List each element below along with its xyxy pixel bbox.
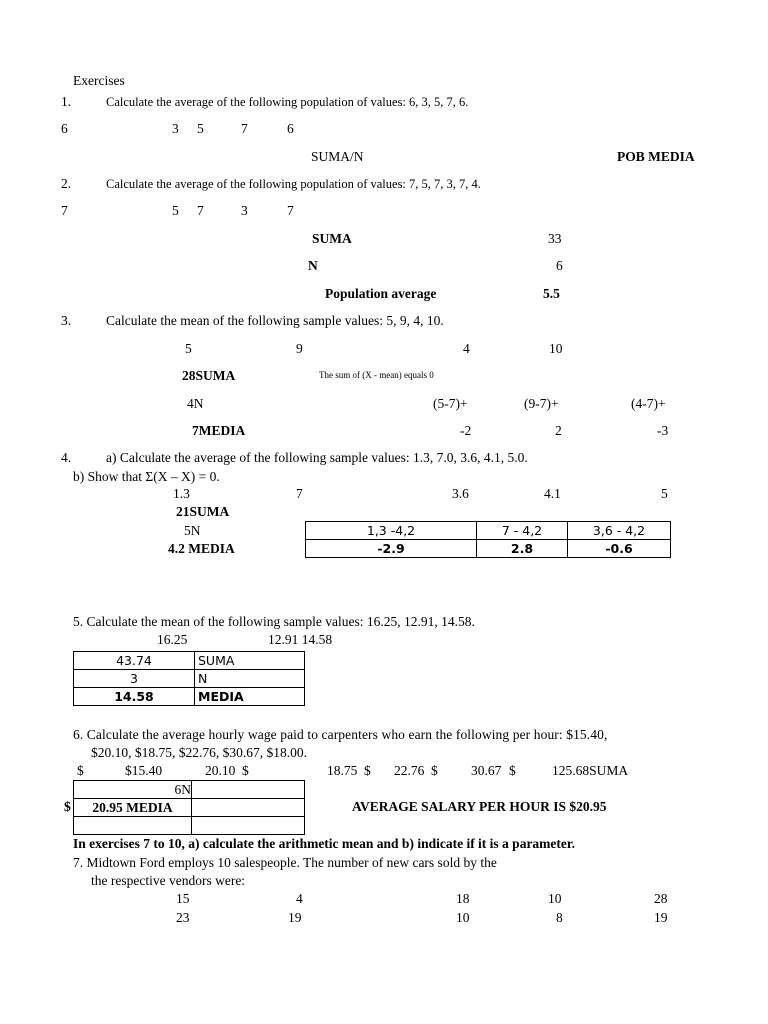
ex6-value: 22.76 bbox=[394, 763, 425, 778]
ex3-text: Calculate the mean of the following sample values: 5, 9, 4, 10. bbox=[106, 313, 444, 328]
ex6-value: 125.68SUMA bbox=[552, 763, 629, 778]
ex4-value: 7 bbox=[296, 486, 303, 501]
ex1-result-label: POB MEDIA bbox=[617, 149, 695, 164]
table-cell bbox=[192, 817, 305, 835]
table-cell: N bbox=[195, 670, 305, 688]
ex1-value: 7 bbox=[241, 121, 248, 136]
ex1-value: 6 bbox=[287, 121, 294, 136]
table-cell: 2.8 bbox=[477, 540, 568, 558]
ex7-value: 19 bbox=[654, 910, 668, 925]
ex4-value: 4.1 bbox=[544, 486, 561, 501]
table-cell: MEDIA bbox=[195, 688, 305, 706]
ex2-n-label: N bbox=[308, 258, 318, 273]
table-row bbox=[74, 652, 305, 670]
ex6-text-line2: $20.10, $18.75, $22.76, $30.67, $18.00. bbox=[91, 745, 307, 760]
ex3-value: 5 bbox=[185, 341, 192, 356]
ex6-dollar: $ bbox=[431, 763, 438, 778]
ex7-value: 18 bbox=[456, 891, 470, 906]
ex4-n: 5N bbox=[184, 523, 201, 538]
ex7-value: 10 bbox=[548, 891, 562, 906]
table-cell: 1,3 -4,2 bbox=[306, 522, 477, 540]
ex6-dollar: $ bbox=[364, 763, 371, 778]
ex1-text: Calculate the average of the following population of values: 6, 3, 5, 7, 6. bbox=[106, 95, 469, 109]
table-row bbox=[306, 522, 671, 540]
ex6-value: 18.75 bbox=[327, 763, 358, 778]
ex5-values: 12.91 14.58 bbox=[268, 632, 333, 647]
ex2-suma-value: 33 bbox=[548, 231, 562, 246]
ex7-value: 28 bbox=[654, 891, 668, 906]
ex4-deviation-table bbox=[305, 521, 671, 558]
ex2-value: 7 bbox=[61, 203, 68, 218]
ex7-10-intro: In exercises 7 to 10, a) calculate the arithmetic mean and b) indicate if it is a parameter. bbox=[73, 836, 576, 851]
table-row bbox=[306, 540, 671, 558]
ex3-n: 4N bbox=[187, 396, 204, 411]
ex2-value: 7 bbox=[287, 203, 294, 218]
table-cell: -2.9 bbox=[306, 540, 477, 558]
table-cell: 20.95 MEDIA bbox=[74, 799, 192, 817]
ex5-values: 16.25 bbox=[157, 632, 188, 647]
ex3-note: The sum of (X - mean) equals 0 bbox=[319, 370, 434, 380]
table-cell: 7 - 4,2 bbox=[477, 522, 568, 540]
ex4-media: 4.2 MEDIA bbox=[168, 541, 235, 556]
ex6-value: 30.67 bbox=[471, 763, 502, 778]
ex2-text: Calculate the average of the following population of values: 7, 5, 7, 3, 7, 4. bbox=[106, 177, 481, 191]
ex6-dollar: $ bbox=[77, 763, 84, 778]
heading: Exercises bbox=[73, 73, 125, 88]
ex1-value: 3 bbox=[172, 121, 179, 136]
ex6-table bbox=[73, 780, 305, 835]
ex3-media: 7MEDIA bbox=[192, 423, 246, 438]
table-row bbox=[74, 817, 305, 835]
table-row bbox=[74, 670, 305, 688]
ex3-suma: 28SUMA bbox=[182, 368, 236, 383]
table-row bbox=[74, 688, 305, 706]
ex3-value: 9 bbox=[296, 341, 303, 356]
ex7-value: 8 bbox=[556, 910, 563, 925]
ex5-text: 5. Calculate the mean of the following sample values: 16.25, 12.91, 14.58. bbox=[73, 614, 475, 629]
ex7-text-line1: 7. Midtown Ford employs 10 salespeople. The number of new cars sold by the bbox=[73, 855, 497, 870]
ex3-diff: (5-7)+ bbox=[433, 396, 468, 411]
table-row bbox=[74, 799, 305, 817]
ex2-avg-value: 5.5 bbox=[543, 286, 560, 301]
ex4-number: 4. bbox=[61, 450, 72, 465]
ex1-value: 5 bbox=[197, 121, 204, 136]
ex1-formula: SUMA/N bbox=[311, 149, 364, 164]
table-cell: 43.74 bbox=[74, 652, 195, 670]
ex3-diff: (9-7)+ bbox=[524, 396, 559, 411]
ex4-value: 5 bbox=[661, 486, 668, 501]
table-cell bbox=[192, 799, 305, 817]
ex2-number: 2. bbox=[61, 176, 72, 191]
ex6-conclusion: AVERAGE SALARY PER HOUR IS $20.95 bbox=[352, 799, 607, 814]
table-row bbox=[74, 781, 305, 799]
ex4-suma: 21SUMA bbox=[176, 504, 230, 519]
ex4-text-b: b) Show that Σ(X – X) = 0. bbox=[73, 469, 220, 484]
ex7-value: 23 bbox=[176, 910, 190, 925]
table-cell: 14.58 bbox=[74, 688, 195, 706]
ex2-value: 7 bbox=[197, 203, 204, 218]
ex6-text-line1: 6. Calculate the average hourly wage paid to carpenters who earn the following per hour: $15.40, bbox=[73, 727, 608, 742]
ex2-suma-label: SUMA bbox=[312, 231, 352, 246]
table-cell bbox=[74, 817, 192, 835]
ex7-value: 19 bbox=[288, 910, 302, 925]
table-cell: -0.6 bbox=[568, 540, 671, 558]
ex3-number: 3. bbox=[61, 313, 72, 328]
ex5-table bbox=[73, 651, 305, 706]
ex3-diff-result: 2 bbox=[555, 423, 562, 438]
ex7-value: 15 bbox=[176, 891, 190, 906]
ex3-value: 4 bbox=[463, 341, 470, 356]
ex6-dollar: $ bbox=[509, 763, 516, 778]
ex1-number: 1. bbox=[61, 94, 72, 109]
ex1-value: 6 bbox=[61, 121, 68, 136]
ex4-value: 1.3 bbox=[173, 486, 190, 501]
ex3-diff-result: -3 bbox=[657, 423, 669, 438]
ex3-value: 10 bbox=[549, 341, 563, 356]
ex2-value: 3 bbox=[241, 203, 248, 218]
ex6-dollar-media: $ bbox=[64, 799, 71, 814]
table-cell: 3 bbox=[74, 670, 195, 688]
ex6-dollar: $ bbox=[242, 763, 249, 778]
table-cell bbox=[192, 781, 305, 799]
ex2-avg-label: Population average bbox=[325, 286, 437, 301]
ex2-n-value: 6 bbox=[556, 258, 563, 273]
ex7-value: 4 bbox=[296, 891, 303, 906]
table-cell: 3,6 - 4,2 bbox=[568, 522, 671, 540]
ex3-diff-result: -2 bbox=[460, 423, 472, 438]
ex3-diff: (4-7)+ bbox=[631, 396, 666, 411]
ex4-text-a: a) Calculate the average of the following sample values: 1.3, 7.0, 3.6, 4.1, 5.0. bbox=[106, 450, 528, 465]
ex6-value: 20.10 bbox=[205, 763, 236, 778]
ex6-value: $15.40 bbox=[125, 763, 163, 778]
ex7-text-line2: the respective vendors were: bbox=[91, 873, 246, 888]
ex7-value: 10 bbox=[456, 910, 470, 925]
ex2-value: 5 bbox=[172, 203, 179, 218]
table-cell: SUMA bbox=[195, 652, 305, 670]
table-cell: 6N bbox=[74, 781, 192, 799]
ex4-value: 3.6 bbox=[452, 486, 469, 501]
